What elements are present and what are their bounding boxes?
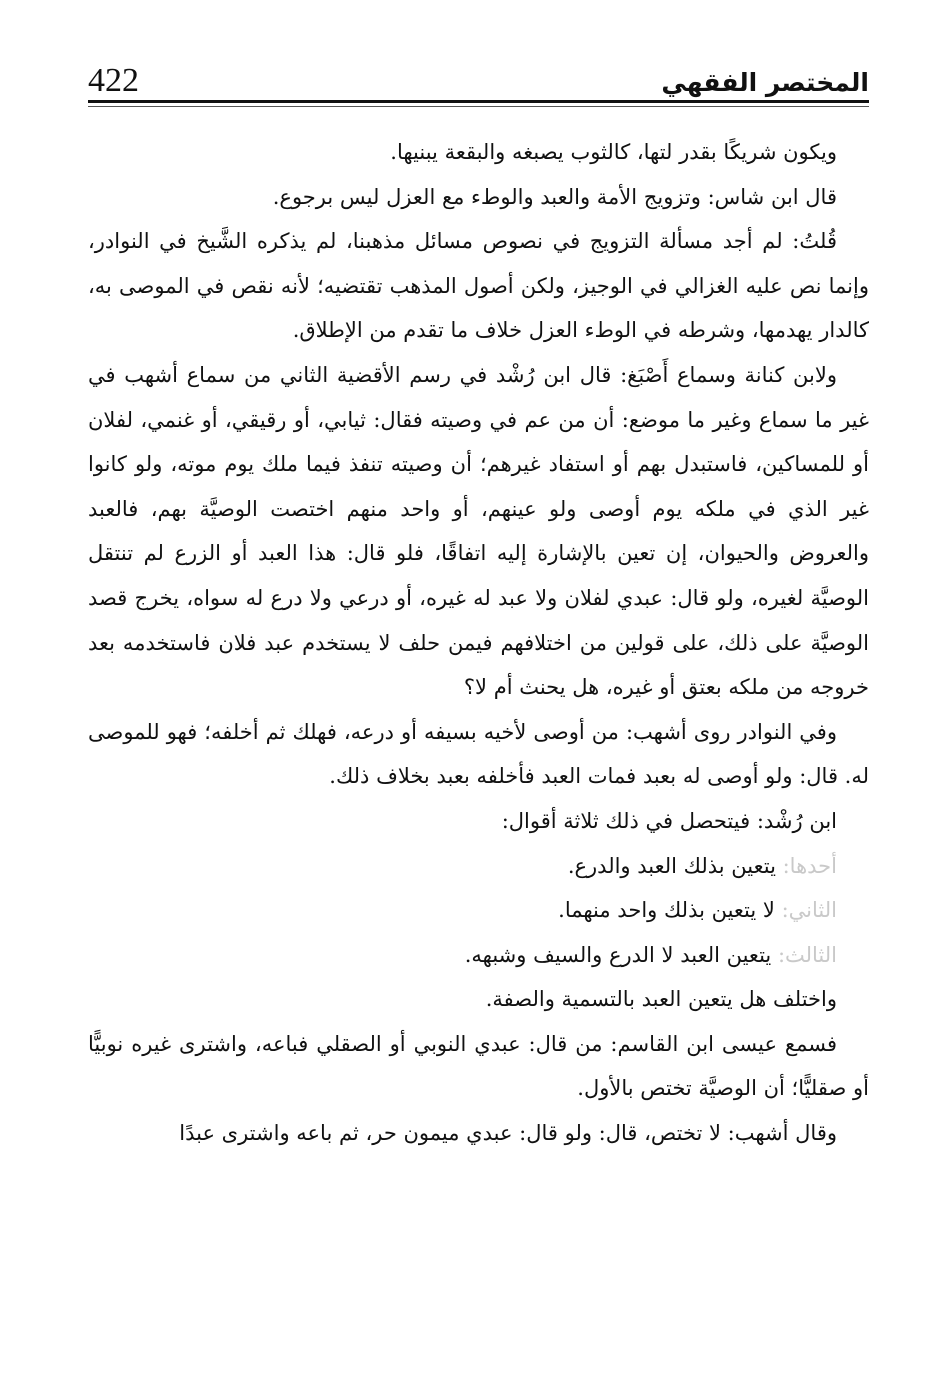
paragraph: ابن رُشْد: فيتحصل في ذلك ثلاثة أقوال:: [501, 808, 837, 833]
paragraph: قال ابن شاس: وتزويج الأمة والعبد والوطء مع العزل ليس برجوع.: [272, 184, 837, 209]
page-number: 422: [88, 62, 139, 99]
paragraph: ويكون شريكًا بقدر لتها، كالثوب يصبغه والبقعة يبنيها.: [390, 140, 837, 164]
list-item: [88, 844, 869, 889]
page-body: [88, 130, 869, 1156]
page-header: [88, 52, 869, 98]
list-text: يتعين بذلك العبد والدرع.: [567, 853, 776, 878]
list-item: [88, 933, 869, 978]
list-marker: الثاني:: [781, 898, 837, 923]
paragraph: وفي النوادر روى أشهب: من أوصى لأخيه بسيفه أو درعه، فهلك ثم أخلفه؛ فهو للموصى له. قال: ولو أوصى له بعبد فمات العبد فأخلفه بعبد بخلاف ذلك.: [88, 719, 869, 789]
list-item: [88, 888, 869, 933]
paragraph: ولابن كنانة وسماع أَصْبَغ: قال ابن رُشْد في رسم الأقضية الثاني من سماع أشهب في غير ما سماع وغير ما موضع: أن من عم في وصيته فقال: ثيابي، أو رقيقي، أو غنمي، لفلان أو للمساكين، فاستبدل بهم أو استفاد غيرهم؛ أن وصيته تنفذ فيما ملك يوم موته، ولو كانوا غير الذي في ملكه يوم أوصى ولو عينهم، أو واحد منهم اختصت الوصيَّة بهم، فالعبد والعروض والحيوان، إن تعين بالإشارة إليه اتفاقًا، فلو قال: هذا العبد أو الزرع لم تنتقل الوصيَّة لغيره، ولو قال: عبدي لفلان ولا عبد له غيره، أو درعي ولا درع له سواه، يخرج قصد الوصيَّة على ذلك، على قولين من اختلافهم فيمن حلف لا يستخدم عبد فلان فاستخدمه بعد خروجه من ملكه بعتق أو غيره، هل يحنث أم لا؟: [88, 362, 869, 700]
paragraph: فسمع عيسى ابن القاسم: من قال: عبدي النوبي أو الصقلي فباعه، واشترى غيره نوبيًّا أو صقليًّا؛ أن الوصيَّة تختص بالأول.: [88, 1031, 869, 1101]
list-marker: أحدها:: [782, 853, 837, 878]
list-marker: الثالث:: [777, 942, 837, 967]
paragraph: واختلف هل يتعين العبد بالتسمية والصفة.: [485, 987, 837, 1012]
header-rule-thin: [88, 106, 869, 107]
list-text: يتعين العبد لا الدرع والسيف وشبهه.: [464, 942, 772, 967]
book-title: المختصر الفقهي: [661, 68, 869, 97]
header-rule: [88, 100, 869, 103]
list-text: لا يتعين بذلك واحد منهما.: [558, 898, 775, 923]
paragraph: وقال أشهب: لا تختص، قال: ولو قال: عبدي ميمون حر، ثم باعه واشترى عبدًا: [179, 1121, 837, 1146]
paragraph: قُلتُ: لم أجد مسألة التزويج في نصوص مسائل مذهبنا، لم يذكره الشَّيخ في النوادر، وإنما نص عليه الغزالي في الوجيز، ولكن أصول المذهب تقتضيه؛ لأنه نقص في الموصى به، كالدار يهدمها، وشرطه في الوطء العزل خلاف ما تقدم من الإطلاق.: [88, 229, 869, 343]
